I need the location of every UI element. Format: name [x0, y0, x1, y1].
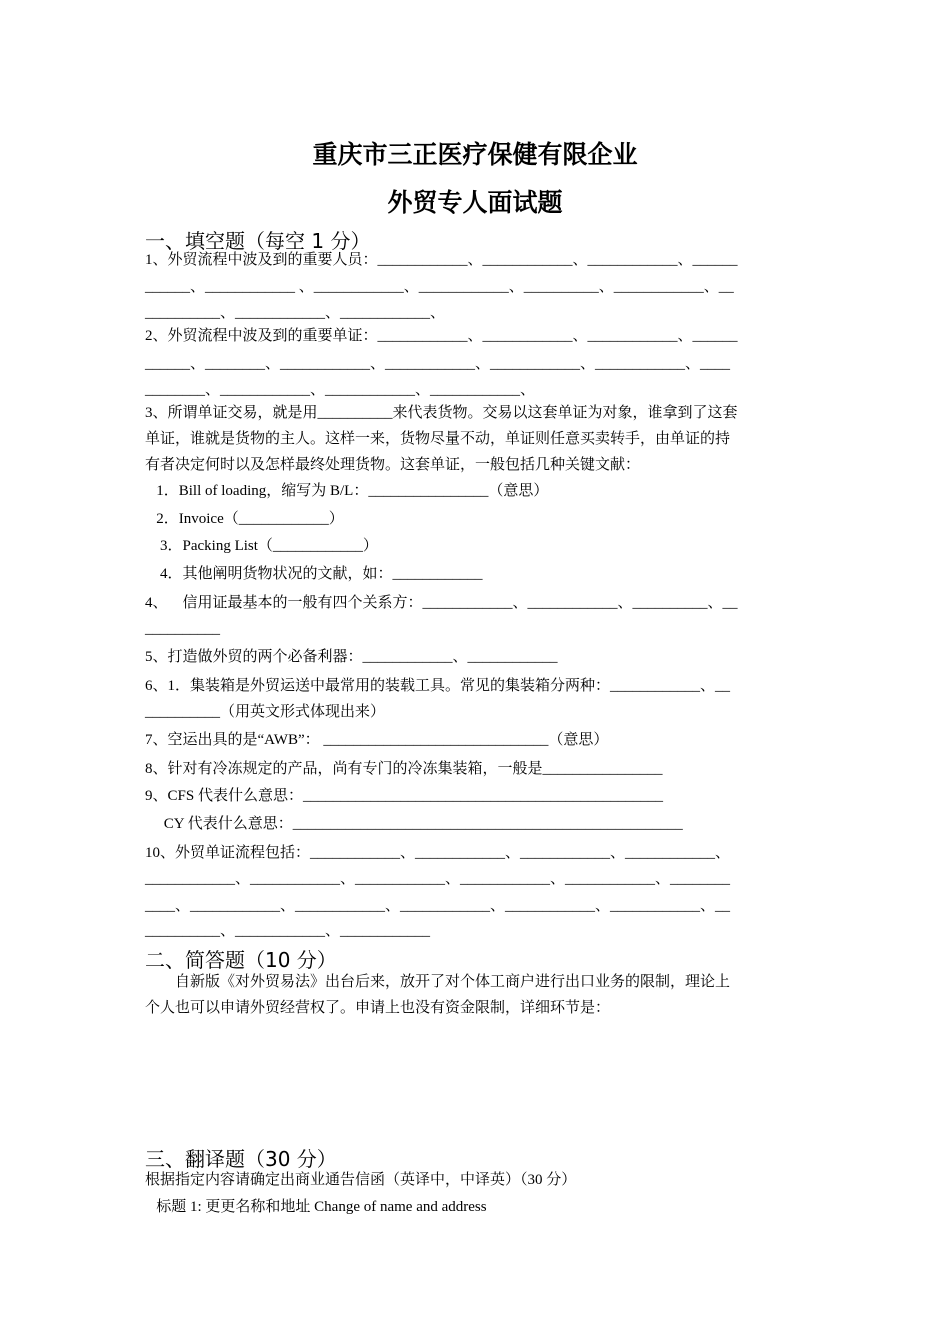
- question-line: 2．Invoice（____________）: [145, 511, 344, 527]
- question-line: 1．Bill of loading，缩写为 B/L：________________（意思）: [145, 483, 549, 499]
- question-line: __________、____________、____________: [145, 923, 431, 939]
- question-line: ______、________、____________、____________、____________、____________、____: [145, 356, 731, 372]
- question-line: 2、外贸流程中波及到的重要单证：____________、____________、____________、______: [145, 328, 738, 344]
- question-line: 3、所谓单证交易，就是用__________来代表货物。交易以这套单证为对象，谁拿到了这套: [145, 405, 738, 421]
- question-line: 自新版《对外贸易法》出台后来，放开了对个体工商户进行出口业务的限制，理论上: [145, 974, 731, 990]
- question-line: 8、针对有冷冻规定的产品，尚有专门的冷冻集装箱，一般是________________: [145, 761, 663, 777]
- question-line: ________、____________、____________、____________、: [145, 382, 536, 398]
- question-line: 7、空运出具的是“AWB”： ______________________________（意思）: [145, 732, 609, 748]
- question-line: 3．Packing List（____________）: [145, 538, 378, 554]
- question-line: CY 代表什么意思：____________________________________________________: [145, 816, 683, 832]
- section-heading-translation: 三、翻译题（30 分）: [145, 1147, 337, 1171]
- question-line: 单证，谁就是货物的主人。这样一来，货物尽量不动，单证则任意买卖转手，由单证的持: [145, 431, 731, 447]
- question-line: 4．其他阐明货物状况的文献，如：____________: [145, 566, 483, 582]
- section-heading-fill-in: 一、填空题（每空 1 分）: [145, 229, 371, 253]
- question-line: 9、CFS 代表什么意思：________________________________________________: [145, 788, 663, 804]
- document-title: 重庆市三正医疗保健有限企业: [312, 140, 638, 169]
- question-line: __________（用英文形式体现出来）: [145, 704, 386, 720]
- question-line: ______、____________ 、____________、____________、__________、____________、__: [145, 279, 734, 295]
- question-line: 4、 信用证最基本的一般有四个关系方：____________、____________、__________、__: [145, 595, 738, 611]
- document-subtitle: 外贸专人面试题: [387, 188, 563, 217]
- question-line: 5、打造做外贸的两个必备利器：____________、____________: [145, 649, 558, 665]
- question-line: 标题 1: 更更名称和地址 Change of name and address: [145, 1199, 487, 1215]
- question-line: 6、1．集装箱是外贸运送中最常用的装载工具。常见的集装箱分两种：____________、__: [145, 678, 731, 694]
- question-line: __________: [145, 621, 220, 637]
- question-line: ____、____________、____________、____________、____________、____________、__: [145, 898, 731, 914]
- question-line: ____________、____________、____________、____________、____________、________: [145, 871, 731, 887]
- question-line: __________、____________、____________、: [145, 305, 446, 321]
- question-line: 10、外贸单证流程包括：____________、____________、____________、____________、: [145, 845, 731, 861]
- question-line: 个人也可以申请外贸经营权了。申请上也没有资金限制，详细环节是：: [145, 1000, 611, 1016]
- question-line: 1、外贸流程中波及到的重要人员：____________、____________、____________、______: [145, 252, 738, 268]
- question-line: 根据指定内容请确定出商业通告信函（英译中，中译英）（30 分）: [145, 1172, 577, 1188]
- section-heading-short-answer: 二、简答题（10 分）: [145, 948, 337, 972]
- question-line: 有者决定何时以及怎样最终处理货物。这套单证，一般包括几种关键文献：: [145, 457, 641, 473]
